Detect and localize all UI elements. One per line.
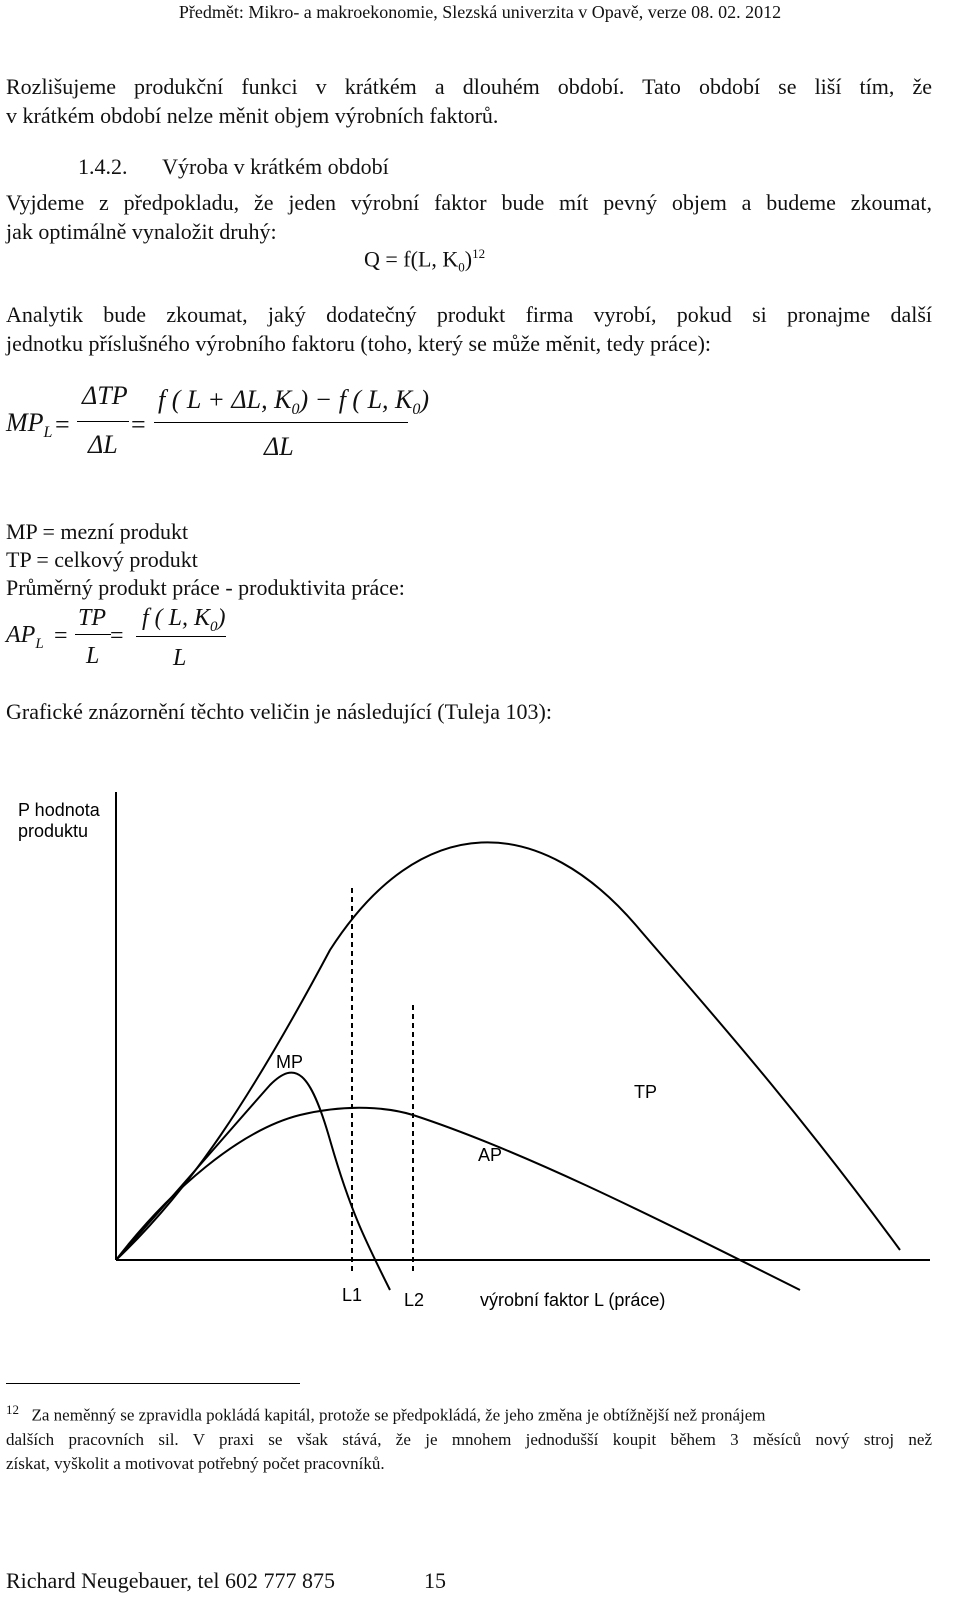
page-number: 15 <box>424 1568 447 1593</box>
mp-frac2-bar <box>154 422 408 423</box>
mp-curve <box>116 1073 390 1290</box>
mp-frac2-num-sub1: 0 <box>291 401 300 419</box>
section-number: 1.4.2. <box>78 154 128 179</box>
y-axis-label-line-2: produktu <box>18 821 89 841</box>
assumption-line-1: Vyjdeme z předpokladu, že jeden výrobní faktor bude mít pevný objem a budeme zkoumat, <box>6 190 932 215</box>
section-heading <box>78 154 389 180</box>
footnote-number: 12 <box>6 1402 19 1417</box>
section-title: Výroba v krátkém období <box>162 154 389 179</box>
ap-frac2-num-sub: 0 <box>210 618 218 635</box>
analyst-line-2: jednotku příslušného výrobního faktoru (toho, který se může měnit, tedy práce): <box>6 331 712 356</box>
tick-label-l1: L1 <box>342 1285 363 1305</box>
definition-mp: MP = mezní produkt <box>6 519 189 544</box>
mp-eq-1: = <box>55 410 70 439</box>
page-footer <box>6 1568 446 1594</box>
footer-author: Richard Neugebauer, tel 602 777 875 <box>6 1568 336 1593</box>
footnote-rule <box>6 1383 300 1384</box>
tp-curve-label: TP <box>634 1082 658 1102</box>
production-function <box>364 246 485 276</box>
footnote-line-2: dalších pracovních sil. V praxi se však stává, že je mnohem jednodušší koupit během 3 měsíců nový stroj než <box>6 1430 932 1449</box>
ap-frac2-num <box>142 605 226 636</box>
ap-formula-lhs <box>6 622 44 653</box>
mp-curve-label: MP <box>276 1052 303 1072</box>
ap-frac1-num: TP <box>78 605 107 631</box>
ap-eq-2: = <box>110 623 124 649</box>
production-function-close: ) <box>464 246 473 272</box>
ap-frac1-bar <box>75 634 111 635</box>
graph-intro: Grafické znázornění těchto veličin je následující (Tuleja 103): <box>6 699 552 724</box>
mp-lhs: MP <box>6 408 44 437</box>
intro-line-1: Rozlišujeme produkční funkci v krátkém a dlouhém období. Tato období se liší tím, že <box>6 74 932 99</box>
ap-lhs-sub: L <box>35 635 44 652</box>
page-header: Předmět: Mikro- a makroekonomie, Slezská univerzita v Opavě, verze 08. 02. 2012 <box>178 2 782 22</box>
mp-frac2-num-a: f ( L + ΔL, K <box>158 385 292 414</box>
tp-curve <box>116 842 900 1260</box>
footnote-line-1 <box>6 1398 932 1428</box>
definition-tp: TP = celkový produkt <box>6 547 198 572</box>
footnote-line-3: získat, vyškolit a motivovat potřebný počet pracovníků. <box>6 1454 385 1473</box>
ap-curve-label: AP <box>478 1145 503 1165</box>
y-axis-label-line-1: P hodnota <box>18 800 100 820</box>
mp-lhs-sub: L <box>43 424 53 442</box>
analyst-line-1: Analytik bude zkoumat, jaký dodatečný produkt firma vyrobí, pokud si pronajme další <box>6 302 932 327</box>
production-function-text: Q = f(L, K <box>364 246 459 272</box>
mp-frac2-num <box>158 385 429 419</box>
production-curves-figure <box>0 770 960 1330</box>
ap-curve <box>116 1108 800 1290</box>
mp-frac2-num-c: ) <box>420 385 430 414</box>
assumption-line-2: jak optimálně vynaložit druhý: <box>6 219 277 244</box>
production-function-sub: 0 <box>458 259 465 275</box>
tick-label-l2: L2 <box>404 1290 425 1310</box>
ap-frac2-num-a: f ( L, K <box>142 605 211 631</box>
mp-frac1-den: ΔL <box>88 430 118 459</box>
definition-ap-heading: Průměrný produkt práce - produktivita práce: <box>6 575 405 600</box>
ap-frac1-den: L <box>86 643 100 669</box>
intro-line-2: v krátkém období nelze měnit objem výrobních faktorů. <box>6 103 499 128</box>
ap-frac2-num-b: ) <box>217 605 226 631</box>
mp-eq-2: = <box>131 410 146 439</box>
mp-frac2-num-sub2: 0 <box>412 401 421 419</box>
footnote-ref: 12 <box>472 246 486 261</box>
ap-frac2-bar <box>136 636 226 637</box>
ap-frac2-den: L <box>173 645 187 671</box>
x-axis-label: výrobní faktor L (práce) <box>480 1290 666 1310</box>
ap-eq-1: = <box>54 623 68 649</box>
mp-frac2-num-b: ) − f ( L, K <box>299 385 413 414</box>
footnote-text-1: Za neměnný se zpravidla pokládá kapitál, protože se předpokládá, že jeho změna je obtížnější než pronájem <box>31 1405 766 1425</box>
mp-formula-lhs <box>6 408 52 442</box>
ap-lhs: AP <box>6 622 36 648</box>
mp-frac2-den: ΔL <box>264 432 294 461</box>
mp-frac1-bar <box>77 421 129 422</box>
mp-frac1-num: ΔTP <box>82 381 128 410</box>
